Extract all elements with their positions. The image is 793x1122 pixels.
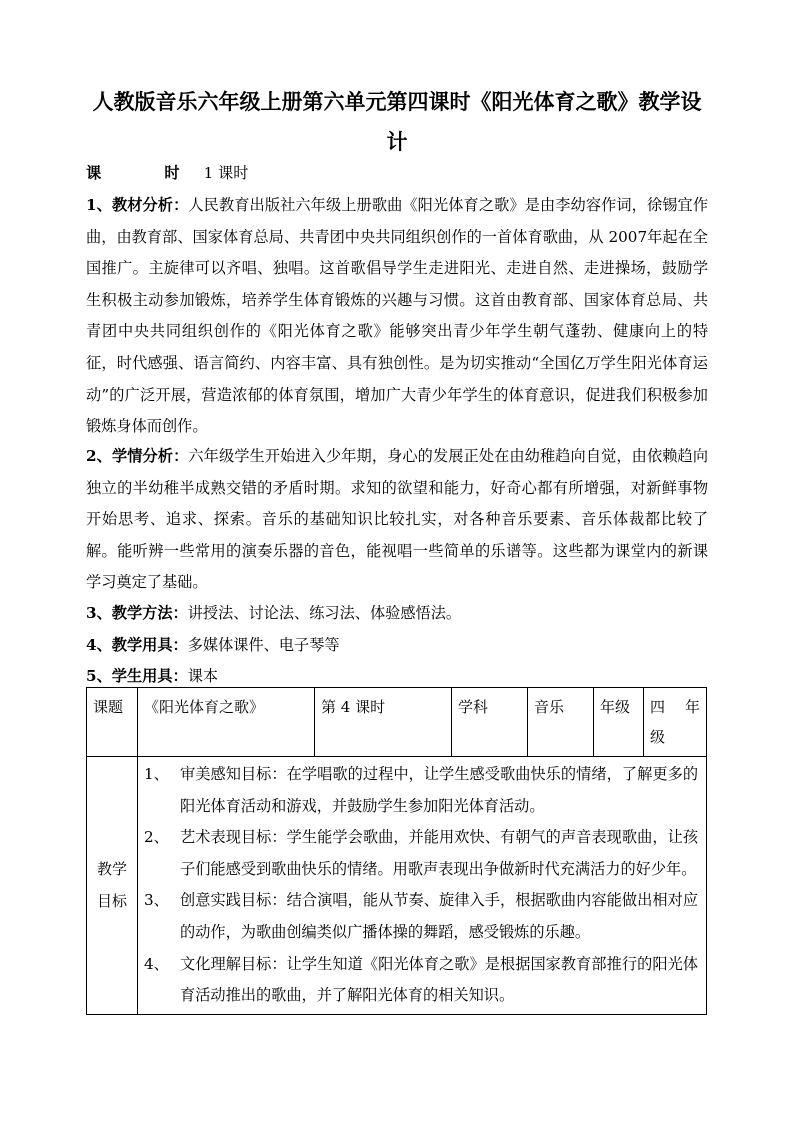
section-text: 人民教育出版社六年级上册歌曲《阳光体育之歌》是由李幼容作词，徐锡宜作曲，由教育部、国家体育总局、共青团中央共同组织创作的一首体育歌曲，从 2007年起在全国推广。主旋律可以齐唱、独唱。这首歌倡导学生走进阳光、走进自然、走进操场，鼓励学生积极主动参加锻炼，培养学生体育锻炼的兴趣与习惯。这首由教育部、国家体育总局、共青团中央共同组织创作的《阳光体育之歌》能够突出青少年学生朝气蓬勃、健康向上的特征，时代感强、语言简约、内容丰富、具有独创性。是为切实推动“全国亿万学生阳光体育运动”的广泛开展，营造浓郁的体育氛围，增加广大青少年学生的体育意识，促进我们积极参加锻炼身体而创作。: [86, 196, 709, 436]
goal-number: 1、: [144, 765, 169, 783]
grade-value-line: [650, 692, 700, 722]
section-text: 多媒体课件、电子琴等: [187, 636, 340, 654]
section-label: 2、学情分析：: [86, 447, 189, 465]
goal-number: 4、: [144, 954, 169, 973]
class-hours: [86, 158, 708, 190]
grade-value-part: 级: [650, 728, 666, 746]
goals-label-line: 教学: [96, 860, 127, 879]
document-title: 人教版音乐六年级上册第六单元第四课时《阳光体育之歌》教学设计: [92, 89, 702, 154]
section-text: 六年级学生开始进入少年期，身心的发展正处在由幼稚趋向自觉，由依赖趋向独立的半幼稚半成熟交错的矛盾时期。求知的欲望和能力，好奇心都有所增强，对新鲜事物开始思考、追求、探索。音乐的基础知识比较扎实，对各种音乐要素、音乐体裁都比较了解。能听辨一些常用的演奏乐器的音色，能视唱一些简单的乐谱等。这些都为课堂内的新课学习奠定了基础。: [86, 447, 709, 592]
section-label: 5、学生用具：: [86, 667, 188, 685]
topic-label: 课题: [87, 688, 138, 757]
section-teaching-tools: [86, 630, 708, 662]
goal-number: 3、: [144, 891, 169, 910]
section-student-analysis: [86, 441, 708, 599]
goal-text: 审美感知目标：在学唱歌的过程中，让学生感受歌曲快乐的情绪，了解更多的阳光体育活动和游戏，并鼓励学生参加阳光体育活动。: [180, 765, 698, 815]
table-header-row: [87, 688, 707, 757]
section-textbook-analysis: [86, 190, 708, 443]
class-hours-label: 课 时: [86, 164, 204, 182]
goals-content: [138, 757, 707, 1015]
period-value: 第 4 课时: [315, 688, 452, 757]
goal-number: 2、: [144, 828, 169, 847]
grade-value: [644, 688, 707, 757]
topic-value: 《阳光体育之歌》: [138, 688, 315, 757]
lesson-table: [86, 687, 707, 1015]
goal-item: [144, 949, 698, 1012]
goals-row: [87, 757, 707, 1015]
goal-item: [144, 822, 698, 885]
goal-text: 艺术表现目标：学生能学会歌曲，并能用欢快、有朝气的声音表现歌曲，让孩子们能感受到歌曲快乐的情绪。用歌声表现出争做新时代充满活力的好少年。: [180, 828, 698, 878]
grade-label: 年级: [594, 688, 644, 757]
goals-label-line: 目标: [96, 892, 127, 911]
goal-item: [144, 759, 698, 822]
goal-item: [144, 885, 698, 948]
class-hours-value: 1 课时: [203, 164, 249, 182]
subject-label: 学科: [452, 688, 528, 757]
section-label: 3、教学方法：: [86, 604, 188, 622]
section-text: 讲授法、讨论法、练习法、体验感悟法。: [187, 604, 462, 622]
section-label: 4、教学用具：: [86, 636, 188, 654]
grade-value-part: 四: [650, 698, 666, 716]
grade-value-part: 年: [684, 698, 700, 716]
goals-label: [87, 757, 138, 1015]
section-teaching-methods: [86, 598, 708, 630]
section-label: 1、教材分析：: [86, 196, 189, 214]
goal-text: 文化理解目标：让学生知道《阳光体育之歌》是根据国家教育部推行的阳光体育活动推出的歌曲，并了解阳光体育的相关知识。: [180, 954, 698, 1005]
section-text: 课本: [187, 667, 219, 685]
goal-text: 创意实践目标：结合演唱，能从节奏、旋律入手，根据歌曲内容能做出相对应的动作，为歌曲创编类似广播体操的舞蹈，感受锻炼的乐趣。: [180, 891, 698, 941]
subject-value: 音乐: [528, 688, 594, 757]
